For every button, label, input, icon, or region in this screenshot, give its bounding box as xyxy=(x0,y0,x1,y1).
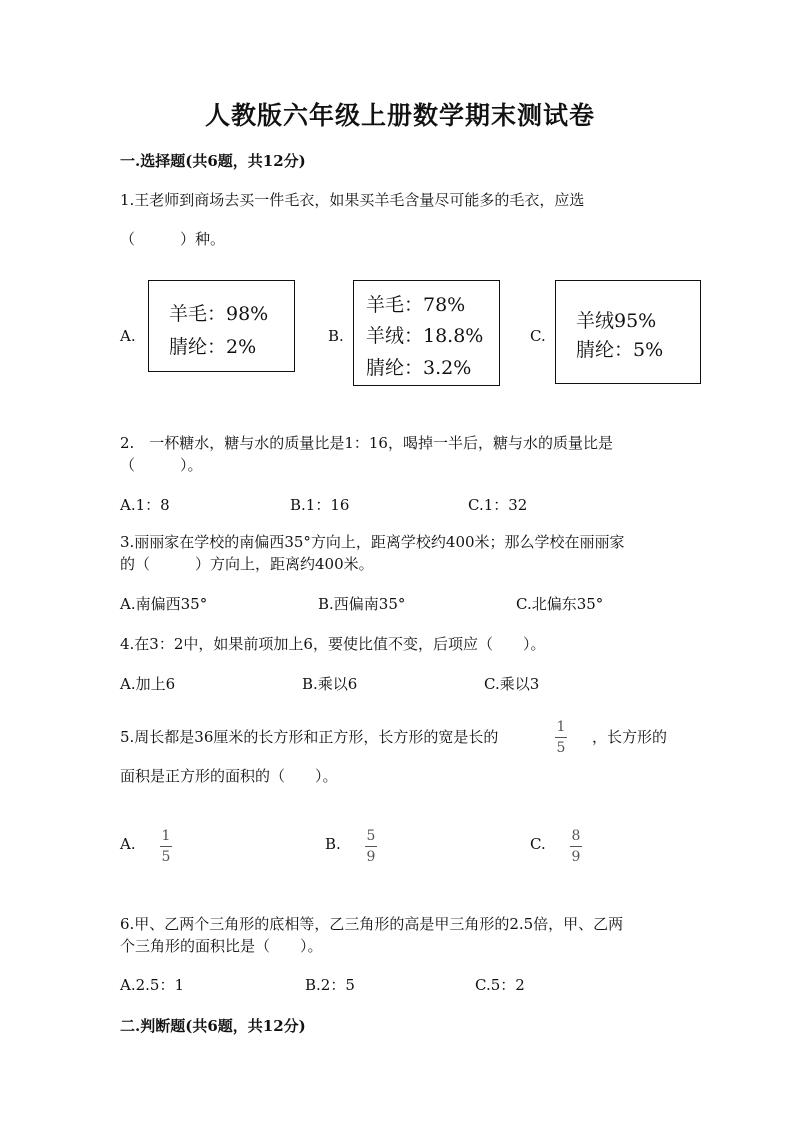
fraction-numerator: 1 xyxy=(556,719,566,735)
question-1-option-a-box xyxy=(148,280,295,372)
fraction-numerator: 8 xyxy=(571,828,581,844)
question-1-blank: （ ）种。 xyxy=(120,230,226,248)
question-5-blank: 面积是正方形的面积的（ ）。 xyxy=(120,767,338,785)
fraction-bar xyxy=(365,846,377,847)
option-b-line-3: 腈纶：3.2% xyxy=(366,357,472,379)
question-5-option-b-fraction xyxy=(365,829,377,864)
option-c-line-2: 腈纶：5% xyxy=(576,339,664,361)
question-5-option-c-label: C. xyxy=(530,835,546,853)
question-5-option-a-fraction xyxy=(160,829,172,864)
option-a-line-1: 羊毛：98% xyxy=(169,303,269,325)
question-2-option-a: A.1：8 xyxy=(120,496,170,514)
question-6-option-a: A.2.5：1 xyxy=(120,976,184,994)
question-3-option-a: A.南偏西35° xyxy=(120,595,208,613)
question-5-text-end: ，长方形的 xyxy=(592,728,668,746)
section-heading-judgement: 二.判断题(共6题，共12分) xyxy=(120,1017,306,1035)
option-b-line-1: 羊毛：78% xyxy=(366,294,466,316)
question-5-fraction xyxy=(555,720,567,755)
fraction-denominator: 9 xyxy=(366,849,376,865)
question-3-option-c: C.北偏东35° xyxy=(516,595,604,613)
question-1-text: 1.王老师到商场去买一件毛衣，如果买羊毛含量尽可能多的毛衣，应选 xyxy=(120,191,585,209)
section-heading-choice: 一.选择题(共6题，共12分) xyxy=(120,152,306,170)
question-1-option-c-label: C. xyxy=(530,327,546,345)
question-1-option-b-box xyxy=(353,280,500,386)
question-6-blank: 个三角形的面积比是（ ）。 xyxy=(120,937,323,955)
question-4-option-c: C.乘以3 xyxy=(484,675,540,693)
question-2-text: 2. 一杯糖水，糖与水的质量比是1：16，喝掉一半后，糖与水的质量比是 xyxy=(120,434,613,452)
question-6-option-c: C.5：2 xyxy=(475,976,525,994)
question-2-option-c: C.1：32 xyxy=(468,496,528,514)
question-4-text: 4.在3：2中，如果前项加上6，要使比值不变，后项应（ ）。 xyxy=(120,635,546,653)
fraction-bar xyxy=(160,846,172,847)
question-1-option-c-box xyxy=(555,280,701,384)
fraction-denominator: 5 xyxy=(161,849,171,865)
question-2-blank: （ ）。 xyxy=(120,456,203,474)
question-5-option-c-fraction xyxy=(570,829,582,864)
fraction-bar xyxy=(570,846,582,847)
fraction-bar xyxy=(555,737,567,738)
fraction-denominator: 9 xyxy=(571,849,581,865)
option-b-line-2: 羊绒：18.8% xyxy=(366,325,484,347)
option-c-line-1: 羊绒95% xyxy=(576,310,657,332)
question-2-option-b: B.1：16 xyxy=(290,496,350,514)
question-5-option-a-label: A. xyxy=(120,835,136,853)
question-1-option-b-label: B. xyxy=(328,327,344,345)
option-a-line-2: 腈纶：2% xyxy=(169,336,257,358)
question-5-option-b-label: B. xyxy=(325,835,341,853)
fraction-denominator: 5 xyxy=(556,740,566,756)
question-3-blank: 的（ ）方向上，距离约400米。 xyxy=(120,555,374,573)
question-3-option-b: B.西偏南35° xyxy=(318,595,406,613)
question-3-text: 3.丽丽家在学校的南偏西35°方向上，距离学校约400米；那么学校在丽丽家 xyxy=(120,533,625,551)
question-4-option-b: B.乘以6 xyxy=(302,675,358,693)
question-5-text-start: 5.周长都是36厘米的长方形和正方形，长方形的宽是长的 xyxy=(120,728,499,746)
question-6-option-b: B.2：5 xyxy=(305,976,355,994)
question-6-text: 6.甲、乙两个三角形的底相等，乙三角形的高是甲三角形的2.5倍，甲、乙两 xyxy=(120,915,624,933)
fraction-numerator: 1 xyxy=(161,828,171,844)
page-title: 人教版六年级上册数学期末测试卷 xyxy=(204,101,595,130)
fraction-numerator: 5 xyxy=(366,828,376,844)
question-1-option-a-label: A. xyxy=(120,327,136,345)
question-4-option-a: A.加上6 xyxy=(120,675,176,693)
